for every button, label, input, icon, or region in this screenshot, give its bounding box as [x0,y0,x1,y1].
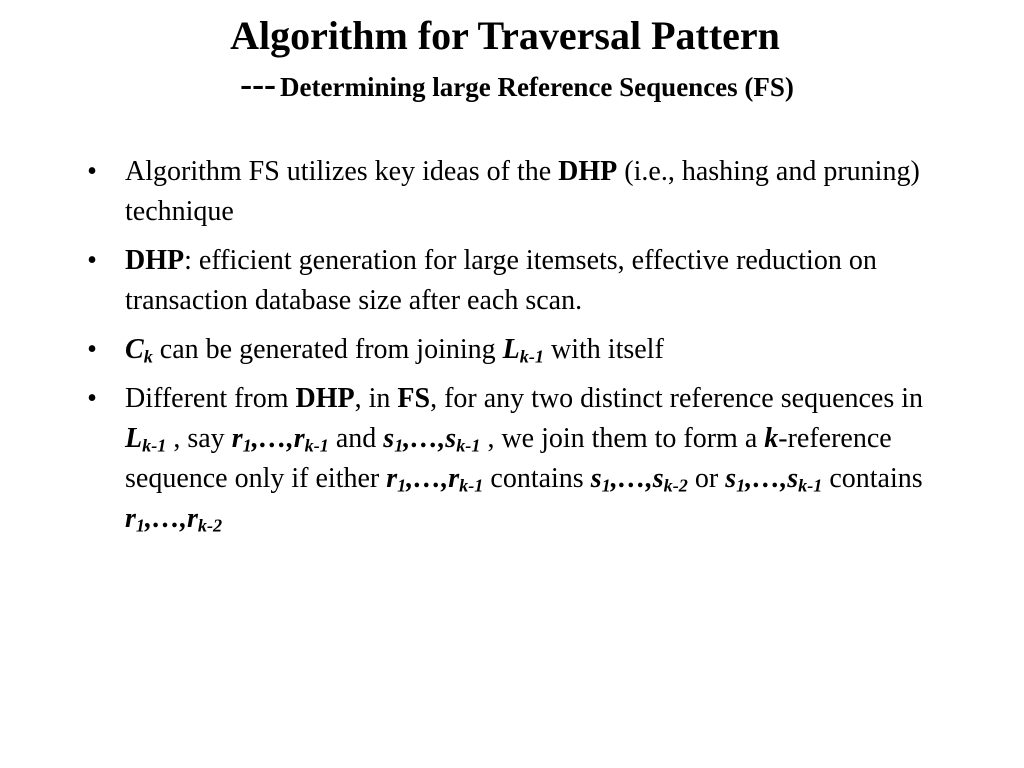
bullet-4-text-d: , say [166,423,232,454]
bullet-4-text-a: Different from [125,383,296,414]
seq-r2-var-end: r [448,463,460,494]
seq-r3-ellipsis: ,…, [145,503,187,534]
bullet-3-c-sub: k [143,346,153,367]
bullet-4-k: k [764,423,779,454]
seq-s2-var-end: s [652,463,664,494]
title-subtitle [10,64,1024,112]
seq-r2-sub-end-b: 1 [474,475,484,496]
seq-r1-sub-start: 1 [242,435,252,456]
seq-r2-sub-end-a: k- [459,475,475,496]
seq-r2-ellipsis: ,…, [406,463,449,494]
seq-s2-sub-start: 1 [601,475,611,496]
bullet-2-dhp: DHP [125,245,185,276]
seq-s2-sub-end: k-2 [663,475,688,496]
seq-r1-var: r [231,423,243,454]
bullet-4-text-c: , for any two distinct reference sequences in [430,383,924,414]
seq-s1-sub-start: 1 [394,435,404,456]
bullet-list [82,152,942,548]
title-dash-prefix: --- [240,64,277,104]
title-subtitle-text: Determining large Reference Sequences (FS) [280,72,794,102]
bullet-2-text: : efficient generation for large itemsets, effective reduction on transaction database size after each scan. [125,245,877,316]
bullet-4-fs: FS [397,383,431,414]
bullet-item-4 [82,379,942,539]
seq-r1-var-end: r [293,423,305,454]
bullet-4-l-sub: k-1 [142,435,167,456]
seq-r2-sub-start: 1 [397,475,407,496]
seq-s3-var-end: s [787,463,799,494]
bullet-item-3 [82,330,942,370]
seq-r2-var: r [386,463,398,494]
seq-s1-var-end: s [445,423,457,454]
bullet-4-text-b: , in [354,383,398,414]
bullet-3-text: can be generated from joining [152,334,503,365]
seq-r1-ellipsis: ,…, [251,423,294,454]
seq-s3-var: s [725,463,737,494]
title-main: Algorithm for Traversal Pattern [230,13,780,58]
seq-r3-var-end: r [187,503,198,534]
bullet-4-text-g: -reference sequence only if either [125,423,892,494]
slide-title [0,12,1024,112]
bullet-3-l-sub: k-1 [519,346,545,367]
bullet-4-text-j: contains [822,463,923,494]
seq-s1-sub-end: k-1 [456,435,481,456]
bullet-dot-icon: • [87,245,97,276]
bullet-1-dhp: DHP [558,156,618,187]
bullet-item-2 [82,241,942,321]
seq-s2-ellipsis: ,…, [610,463,653,494]
bullet-4-text-h: contains [483,463,591,494]
seq-r1-sub-end: k-1 [304,435,329,456]
bullet-item-1 [82,152,942,232]
bullet-3-text-end: with itself [544,334,664,365]
bullet-1-text-end: (i.e., hashing and pruning) technique [125,156,920,227]
seq-s1-var: s [383,423,395,454]
seq-r3-sub-end: k-2 [197,515,223,536]
bullet-dot-icon: • [87,383,97,414]
bullet-dot-icon: • [87,334,97,365]
seq-r3-sub-start: 1 [135,515,145,536]
seq-s2-var: s [590,463,602,494]
bullet-4-dhp: DHP [295,383,355,414]
bullet-1-text: Algorithm FS utilizes key ideas of the [125,156,559,187]
seq-s3-sub-end: k-1 [798,475,823,496]
bullet-4-text-i: or [687,463,726,494]
seq-s1-ellipsis: ,…, [403,423,446,454]
bullet-3-c: C [125,334,144,365]
seq-s3-ellipsis: ,…, [745,463,788,494]
bullet-4-text-e: and [328,423,384,454]
bullet-4-text-f: , we join them to form a [480,423,765,454]
seq-s3-sub-start: 1 [736,475,746,496]
bullet-3-l: L [502,334,520,365]
bullet-4-l: L [125,423,143,454]
bullet-dot-icon: • [87,156,97,187]
seq-r3-var: r [125,503,136,534]
